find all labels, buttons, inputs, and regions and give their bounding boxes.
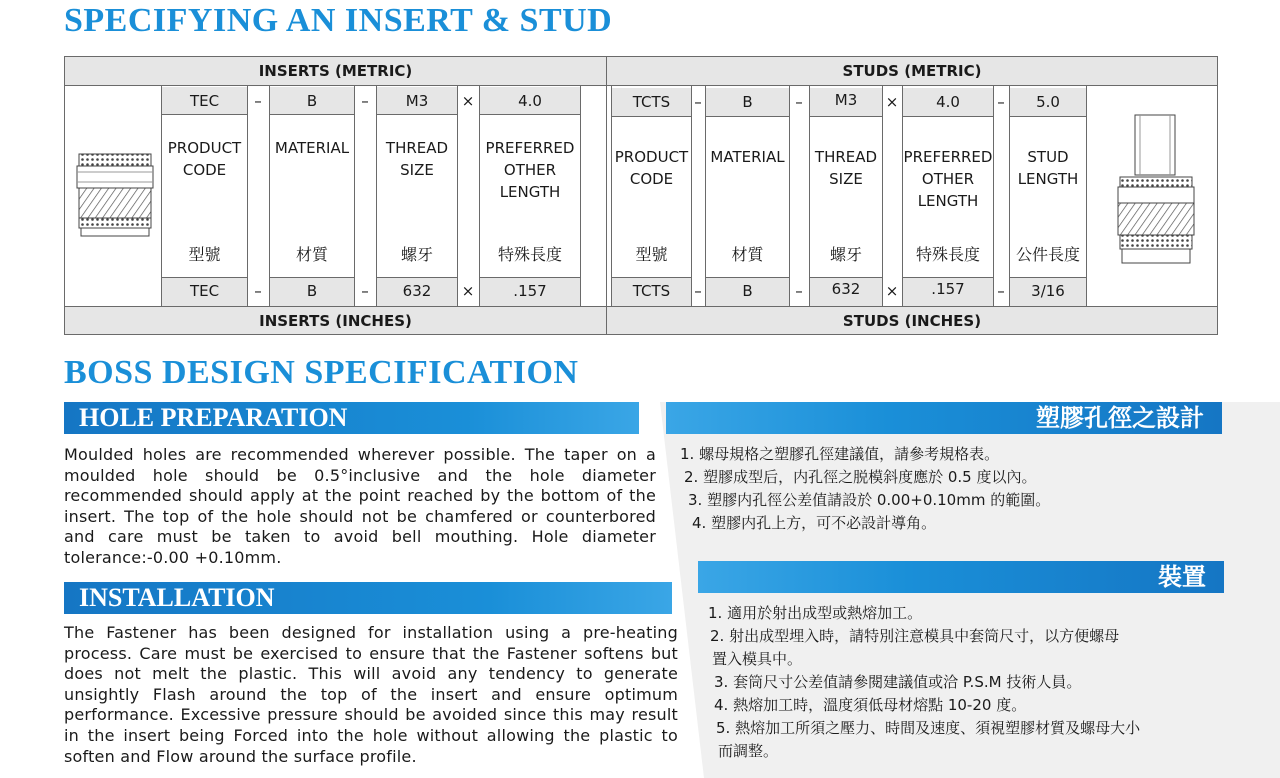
stud-inch-code: TCTS: [632, 282, 671, 300]
list-item: 2. 塑膠成型后，内孔徑之脱模斜度應於 0.5 度以內。: [684, 468, 1037, 486]
stud-label-thread: THREAD SIZE: [814, 148, 878, 188]
stud-drawing: [1110, 113, 1210, 273]
sep-dash: –: [997, 282, 1005, 300]
stud-zh-product: 型號: [635, 245, 668, 264]
hole-prep-text: Moulded holes are recommended wherever possible. The taper on a moulded hole should be 0.5°inclusive and the hole diameter recommended should apply at the point reached by the bottom of the insert. The top of the hole should not be chamfered or counterbored and care must be taken to avoid bell mouthing. Hole diameter tolerance:-0.00 +0.10mm.: [64, 445, 656, 567]
insert-label-product: PRODUCT CODE: [167, 139, 242, 179]
insert-inch-code: TEC: [189, 282, 220, 300]
stud-col-thread: [809, 86, 883, 306]
hole-prep-banner: HOLE PREPARATION: [64, 402, 639, 434]
insert-zh-thread: 螺牙: [400, 245, 433, 264]
stud-label-material: MATERIAL: [710, 148, 785, 166]
list-item: 1. 螺母規格之塑膠孔徑建議值，請參考規格表。: [680, 445, 1000, 463]
sep-dash: –: [997, 93, 1005, 111]
stud-inch-material: B: [742, 282, 753, 300]
list-item: 2. 射出成型埋入時，請特別注意模具中套筒尺寸，以方便螺母: [710, 627, 1120, 645]
zh-hole-list: [680, 443, 1050, 535]
insert-metric-thread: M3: [405, 92, 429, 110]
stud-zh-thread: 螺牙: [829, 245, 862, 264]
sep-dash: –: [254, 92, 262, 110]
boss-title: BOSS DESIGN SPECIFICATION: [64, 354, 579, 391]
stud-metric-code: TCTS: [632, 93, 671, 111]
studs-inches-header: STUDS (INCHES): [606, 306, 1217, 334]
insert-drawing: [75, 152, 155, 242]
list-item: 3. 套筒尺寸公差值請參閱建議值或洽 P.S.M 技術人員。: [714, 673, 1082, 691]
insert-inch-material: B: [306, 282, 318, 300]
sep-times: ×: [885, 93, 899, 111]
sep-dash: –: [361, 282, 369, 300]
stud-label-stud-length: STUD LENGTH: [1017, 148, 1079, 188]
stud-label-product: PRODUCT CODE: [614, 148, 689, 188]
insert-col-product: [161, 86, 248, 306]
stud-inch-stud-length: 3/16: [1031, 282, 1065, 300]
insert-zh-material: 材質: [295, 245, 328, 264]
inserts-metric-header: INSERTS (METRIC): [65, 57, 606, 86]
stud-inch-length: .157: [931, 280, 965, 298]
insert-label-length: PREFERRED OTHER LENGTH: [485, 139, 575, 201]
stud-metric-stud-length: 5.0: [1036, 93, 1060, 111]
zh-hole-banner: 塑膠孔徑之設計: [666, 402, 1222, 434]
list-item: 4. 熱熔加工時，溫度須低母材熔點 10-20 度。: [714, 696, 1027, 714]
stud-zh-length: 特殊長度: [915, 245, 980, 264]
sep-times: ×: [885, 282, 899, 300]
stud-metric-thread: M3: [834, 91, 858, 109]
list-item: 3. 塑膠内孔徑公差值請設於 0.00+0.10mm 的範圍。: [688, 491, 1051, 509]
list-item: 置入模具中。: [712, 650, 803, 668]
installation-banner: INSTALLATION: [64, 582, 672, 614]
insert-metric-length: 4.0: [518, 92, 542, 110]
sep-dash: –: [361, 92, 369, 110]
sep-dash: –: [694, 282, 702, 300]
sep-dash: –: [795, 93, 803, 111]
studs-metric-header: STUDS (METRIC): [606, 57, 1217, 86]
stud-label-length: PREFERRED OTHER LENGTH: [903, 148, 993, 210]
insert-metric-code: TEC: [189, 92, 220, 110]
list-item: 1. 適用於射出成型或熱熔加工。: [708, 604, 923, 622]
stud-col-product: [611, 86, 692, 306]
insert-zh-length: 特殊長度: [497, 245, 562, 264]
installation-text: The Fastener has been designed for installation using a pre-heating process. Care must be exercised to ensure that the Fastener softens but does not melt the plastic. This will avoid any tendency to generate unsightly Flash around the top of the insert and ensure optimum performance. Excessive pressure should be avoided since this may result in the insert being Forced into the hole without allowing the plastic to soften and Flow around the surface profile.: [64, 623, 678, 766]
stud-col-stud-length: [1009, 86, 1087, 306]
sep-times: ×: [461, 282, 475, 300]
insert-metric-material: B: [306, 92, 318, 110]
stud-metric-length: 4.0: [936, 93, 960, 111]
specification-table: [64, 56, 1218, 335]
stud-zh-stud-length: 公件長度: [1015, 245, 1080, 264]
insert-col-material: [269, 86, 355, 306]
stud-metric-material: B: [742, 93, 753, 111]
sep-dash: –: [694, 93, 702, 111]
stud-inch-thread: 632: [831, 280, 861, 298]
spec-title: SPECIFYING AN INSERT & STUD: [64, 2, 613, 39]
insert-inch-thread: 632: [402, 282, 432, 300]
insert-zh-product: 型號: [188, 245, 221, 264]
sep-dash: –: [795, 282, 803, 300]
zh-install-banner: 裝置: [698, 561, 1224, 593]
stud-col-material: [705, 86, 790, 306]
list-item: 4. 塑膠内孔上方，可不必設計導角。: [692, 514, 937, 532]
list-item: 而調整。: [718, 742, 779, 760]
stud-zh-material: 材質: [731, 245, 764, 264]
insert-inch-length: .157: [513, 282, 547, 300]
inserts-inches-header: INSERTS (INCHES): [65, 306, 606, 334]
insert-label-material: MATERIAL: [274, 139, 350, 157]
zh-install-list: [708, 602, 1140, 763]
insert-col-thread: [376, 86, 458, 306]
sep-times: ×: [461, 92, 475, 110]
insert-label-thread: THREAD SIZE: [385, 139, 449, 179]
sep-dash: –: [254, 282, 262, 300]
list-item: 5. 熱熔加工所須之壓力、時間及速度、須視塑膠材質及螺母大小: [716, 719, 1141, 737]
